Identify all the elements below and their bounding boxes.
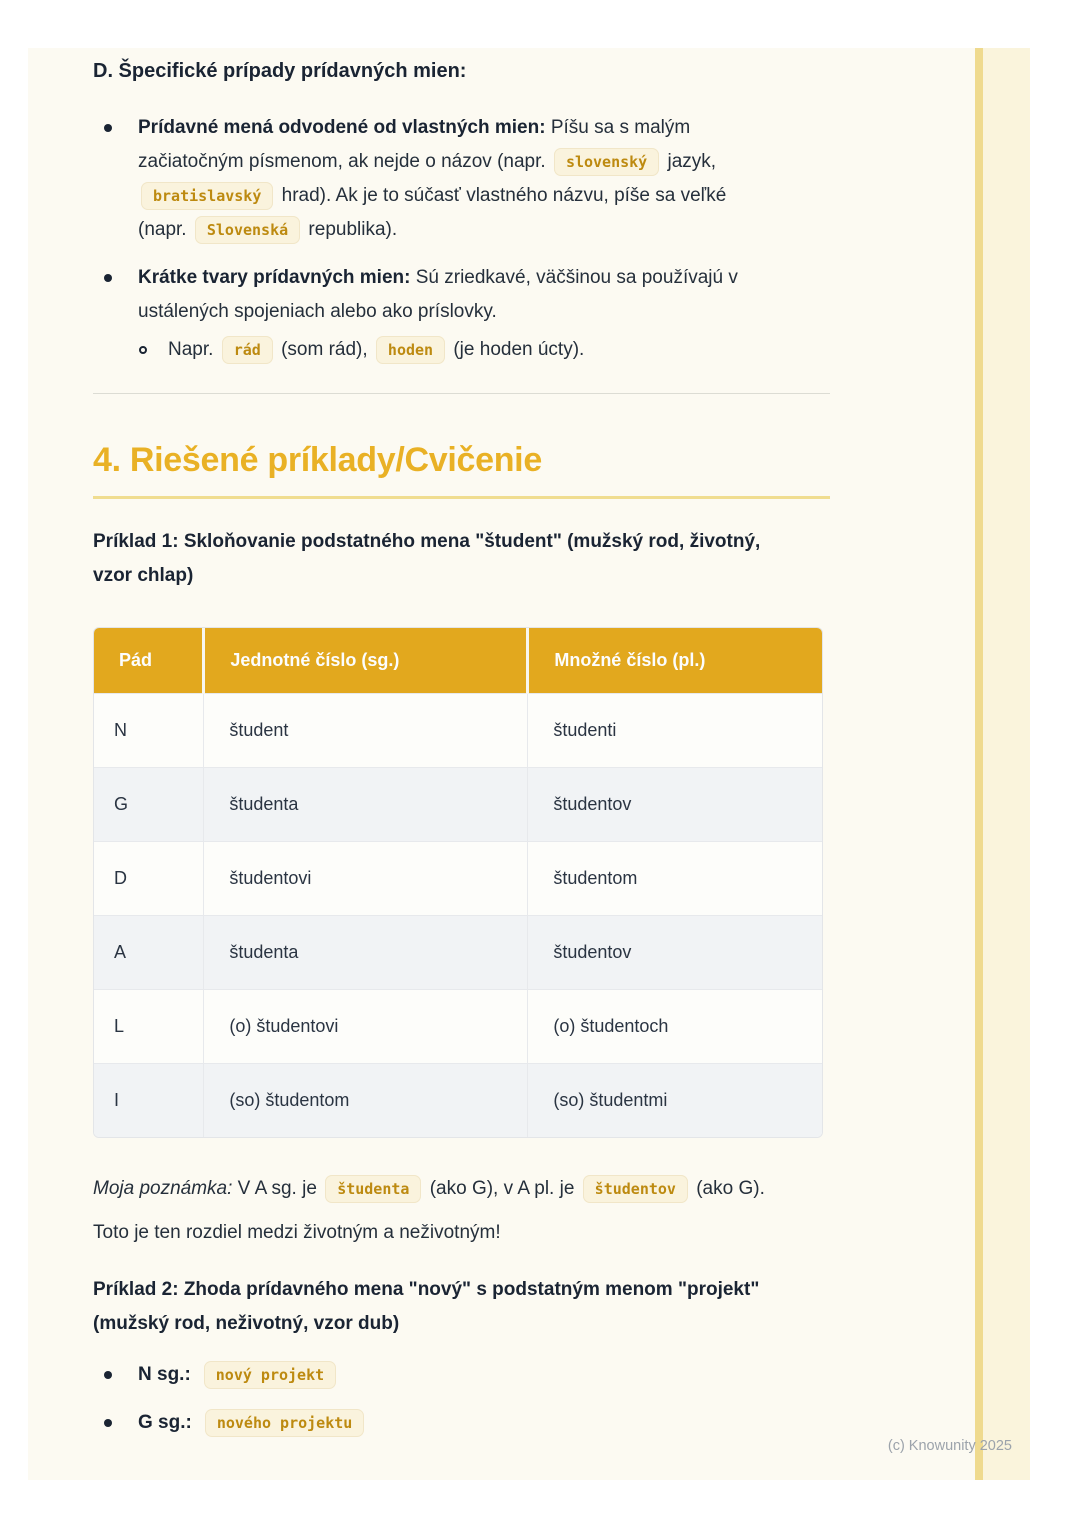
note-line: Toto je ten rozdiel medzi životným a neživotným! — [93, 1222, 501, 1243]
bullet-icon — [104, 274, 112, 282]
table-row — [94, 694, 822, 768]
note-text: (ako G), v A pl. je — [424, 1178, 580, 1199]
list-item — [93, 261, 840, 329]
table-cell: študentom — [528, 842, 822, 916]
bullet-text: (napr. — [138, 219, 192, 240]
bullet-text: začiatočným písmenom, ak nejde o názov (napr. — [138, 151, 551, 172]
note-text: V A sg. je — [232, 1178, 323, 1199]
inline-code-chip: hoden — [376, 336, 445, 364]
case-label: N sg.: — [138, 1364, 191, 1385]
right-accent-band — [983, 48, 1030, 1480]
table-cell: študenti — [528, 694, 822, 768]
case-label: G sg.: — [138, 1412, 192, 1433]
table-cell: L — [94, 990, 204, 1064]
page-content — [28, 48, 840, 1437]
bullet-icon — [104, 124, 112, 132]
bullet-lead-text: Krátke tvary prídavných mien: — [138, 267, 411, 288]
personal-note — [93, 1167, 840, 1255]
list-item — [93, 1409, 840, 1437]
list-item — [93, 1361, 840, 1389]
note-line — [93, 1167, 840, 1211]
table-cell: študenta — [204, 768, 528, 842]
bullet-line: ustálených spojeniach alebo ako príslovky. — [138, 301, 497, 322]
inline-code-chip: študenta — [325, 1175, 421, 1203]
bullet-line — [168, 333, 840, 367]
title-line: vzor chlap) — [93, 565, 194, 586]
hollow-bullet-icon — [139, 346, 147, 354]
table-row — [94, 990, 822, 1064]
bullet-text: hrad). Ak je to súčasť vlastného názvu, píše sa veľké — [276, 185, 727, 206]
example-1-title — [93, 525, 840, 593]
sub-list-item — [93, 333, 840, 367]
note-text: (ako G). — [690, 1178, 765, 1199]
list-item — [93, 111, 840, 247]
table-header-cell: Jednotné číslo (sg.) — [204, 628, 528, 694]
table-cell: G — [94, 768, 204, 842]
bullet-lead-text: Prídavné mená odvodené od vlastných mien: — [138, 117, 546, 138]
heading-underline — [93, 496, 830, 499]
table-header-cell: Množné číslo (pl.) — [528, 628, 822, 694]
table-cell: študentov — [528, 916, 822, 990]
inline-code-chip: študentov — [583, 1175, 688, 1203]
copyright-notice: (c) Knowunity 2025 — [887, 1438, 1012, 1454]
bullet-text: Píšu sa s malým — [545, 117, 691, 138]
inline-code-chip: nový projekt — [204, 1361, 336, 1389]
table-cell: študentovi — [204, 842, 528, 916]
title-line: (mužský rod, neživotný, vzor dub) — [93, 1313, 400, 1334]
table-row — [94, 842, 822, 916]
bullet-line — [138, 145, 840, 179]
table-cell: študenta — [204, 916, 528, 990]
bullet-line — [138, 111, 840, 145]
notes-sheet — [28, 48, 1030, 1480]
table-cell: (so) študentmi — [528, 1064, 822, 1138]
table-cell: (so) študentom — [204, 1064, 528, 1138]
inline-code-chip: rád — [222, 336, 273, 364]
note-lead-text: Moja poznámka: — [93, 1178, 233, 1199]
table-cell: I — [94, 1064, 204, 1138]
inline-code-chip: nového projektu — [205, 1409, 364, 1437]
bullet-text: (som rád), — [275, 339, 373, 360]
bullet-text: Sú zriedkavé, väčšinou sa používajú v — [410, 267, 738, 288]
section-4-heading: 4. Riešené príklady/Cvičenie — [93, 441, 542, 479]
title-line: Príklad 1: Skloňovanie podstatného mena "študent" (mužský rod, životný, — [93, 531, 761, 552]
declension-table — [93, 627, 823, 1138]
table-header-row — [94, 628, 822, 694]
table-cell: študentov — [528, 768, 822, 842]
bullet-icon — [104, 1419, 112, 1427]
title-line: Príklad 2: Zhoda prídavného mena "nový" s podstatným menom "projekt" — [93, 1279, 760, 1300]
table-cell: (o) študentoch — [528, 990, 822, 1064]
bullet-line — [138, 179, 840, 213]
bullet-line — [138, 261, 840, 295]
table-body — [94, 694, 822, 1138]
bullet-text: Napr. — [168, 339, 219, 360]
bullet-text: jazyk, — [662, 151, 717, 172]
example-2-title — [93, 1273, 840, 1341]
table-cell: študent — [204, 694, 528, 768]
bullet-text: republika). — [303, 219, 398, 240]
right-accent-line — [975, 48, 983, 1480]
bullet-line — [138, 213, 840, 247]
section-divider — [93, 393, 830, 394]
table-header — [94, 628, 822, 694]
table-header-cell: Pád — [94, 628, 204, 694]
table-cell: (o) študentovi — [204, 990, 528, 1064]
table-row — [94, 1064, 822, 1138]
table-cell: N — [94, 694, 204, 768]
bullet-icon — [104, 1371, 112, 1379]
inline-code-chip: bratislavský — [141, 182, 273, 210]
table-cell: A — [94, 916, 204, 990]
inline-code-chip: Slovenská — [195, 216, 300, 244]
section-d-heading: D. Špecifické prípady prídavných mien: — [93, 60, 467, 82]
table-cell: D — [94, 842, 204, 916]
table-row — [94, 916, 822, 990]
inline-code-chip: slovenský — [554, 148, 659, 176]
bullet-text: (je hoden úcty). — [448, 339, 585, 360]
table-row — [94, 768, 822, 842]
